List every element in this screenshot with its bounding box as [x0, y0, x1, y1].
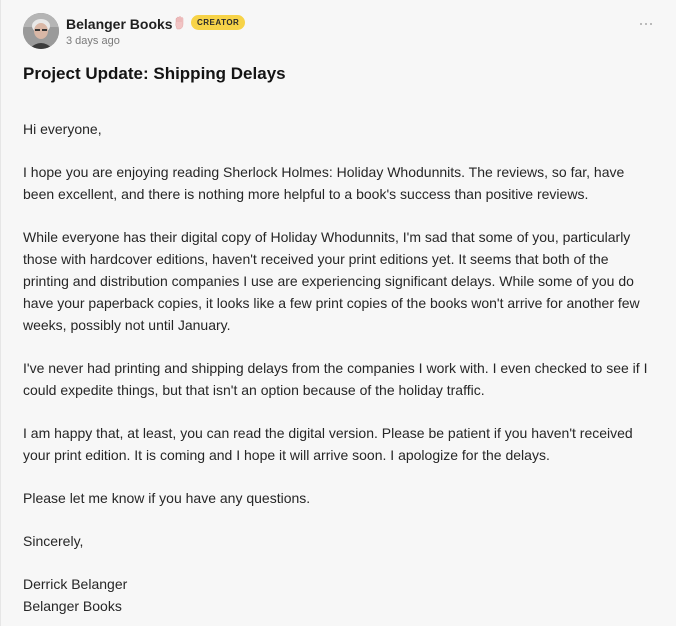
paragraph: I've never had printing and shipping delays from the companies I work with. I even checked to see if I could expedite things, but that isn't an option because of the holiday traffic.	[23, 360, 648, 398]
paragraph: While everyone has their digital copy of Holiday Whodunnits, I'm sad that some of you, particularly those with hardcover editions, haven't received your print editions yet. It seems that both of the printing and distribution companies I use are experiencing significant delays. While some of you do have your paperback copies, it looks like a few print copies of the books won't arrive for another few weeks, possibly not until January.	[23, 229, 640, 333]
signature-name: Derrick Belanger	[23, 576, 128, 592]
post-title: Project Update: Shipping Delays	[23, 64, 286, 83]
post-timestamp: 3 days ago	[66, 35, 120, 47]
paragraph: Sincerely,	[23, 533, 84, 549]
post-header	[23, 13, 663, 49]
post-body	[23, 118, 653, 617]
avatar-image	[23, 13, 59, 49]
signature-company: Belanger Books	[23, 598, 122, 614]
author-name[interactable]: Belanger Books	[66, 16, 173, 32]
paragraph: I am happy that, at least, you can read the digital version. Please be patient if you haven't received your print edition. It is coming and I hope it will arrive soon. I apologize for the delays.	[23, 425, 633, 463]
avatar[interactable]	[23, 13, 59, 49]
paragraph: Please let me know if you have any questions.	[23, 490, 311, 506]
paragraph: I hope you are enjoying reading Sherlock Holmes: Holiday Whodunnits. The reviews, so far, have been excellent, and there is nothing more helpful to a book's success than positive reviews.	[23, 164, 625, 202]
paragraph: Hi everyone,	[23, 121, 102, 137]
ellipsis-icon[interactable]	[640, 21, 656, 27]
raised-hand-icon	[174, 16, 186, 30]
creator-badge: CREATOR	[191, 15, 245, 30]
